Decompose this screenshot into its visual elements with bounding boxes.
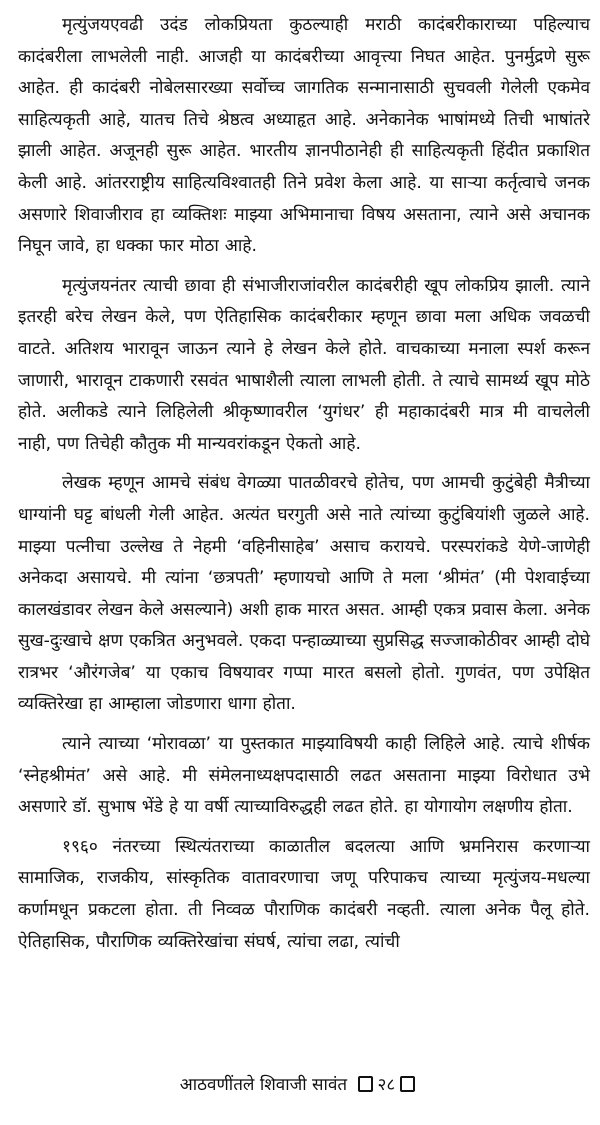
- page-number: २८: [377, 1075, 396, 1095]
- square-box-icon: [400, 1076, 415, 1092]
- paragraph-2: मृत्युंजयनंतर त्याची छावा ही संभाजीराजांवरील कादंबरीही खूप लोकप्रिय झाली. त्याने इतरही बरेच लेखन केले, पण ऐतिहासिक कादंबरीकार म्हणून छावा मला अधिक जवळची वाटते. अतिशय भारावून जाऊन त्याने हे लेखन केले होते. वाचकाच्या मनाला स्पर्श करून जाणारी, भारावून टाकणारी रसवंत भाषाशैली त्याला लाभली होती. ते त्याचे सामर्थ्य खूप मोठे होते. अलीकडे त्याने लिहिलेली श्रीकृष्णावरील ‘युगंधर’ ही महाकादंबरी मात्र मी वाचलेली नाही, पण तिचेही कौतुक मी मान्यवरांकडून ऐकतो आहे.: [18, 275, 591, 454]
- footer-book-title: आठवणींतले शिवाजी सावंत: [179, 1075, 348, 1095]
- paragraph-1: मृत्युंजयएवढी उदंड लोकप्रियता कुठल्याही मराठी कादंबरीकाराच्या पहिल्याच कादंबरीला लाभलेली नाही. आजही या कादंबरीच्या आवृत्त्या निघत आहेत. पुनर्मुद्रणे सुरू आहेत. ही कादंबरी नोबेलसारख्या सर्वोच्च जागतिक सन्मानासाठी सुचवली गेलेली एकमेव साहित्यकृती आहे, यातच तिचे श्रेष्ठत्व अध्याहृत आहे. अनेकानेक भाषांमध्ये तिची भाषांतरे झाली आहेत. अजूनही सुरू आहेत. भारतीय ज्ञानपीठानेही ही साहित्यकृती हिंदीत प्रकाशित केली आहे. आंतरराष्ट्रीय साहित्यविश्वातही तिने प्रवेश केला आहे. या साऱ्या कर्तृत्वाचे जनक असणारे शिवाजीराव हा व्यक्तिशः माझ्या अभिमानाचा विषय असताना, त्याने असे अचानक निघून जावे, हा धक्का फार मोठा आहे.: [18, 15, 590, 257]
- page-body: [18, 10, 590, 966]
- square-box-icon: [358, 1076, 373, 1092]
- page-footer: [0, 1072, 600, 1098]
- paragraph-3: लेखक म्हणून आमचे संबंध वेगळ्या पातळीवरचे होतेच, पण आमची कुटुंबेही मैत्रीच्या धाग्यांनी घट्ट बांधली गेली आहेत. अत्यंत घरगुती असे नाते त्यांच्या कुटुंबियांशी जुळले आहे. माझ्या पत्नीचा उल्लेख ते नेहमी ‘वहिनीसाहेब’ असाच करायचे. परस्परांकडे येणे-जाणेही अनेकदा असायचे. मी त्यांना ‘छत्रपती’ म्हणायचो आणि ते मला ‘श्रीमंत’ (मी पेशवाईच्या कालखंडावर लेखन केले असल्याने) अशी हाक मारत असत. आम्ही एकत्र प्रवास केला. अनेक सुख-दुःखाचे क्षण एकत्रित अनुभवले. एकदा पन्हाळ्याच्या सुप्रसिद्ध सज्जाकोठीवर आम्ही दोघे रात्रभर ‘औरंगजेब’ या एकाच विषयावर गप्पा मारत बसलो होतो. गुणवंत, पण उपेक्षित व्यक्तिरेखा हा आम्हाला जोडणारा धागा होता.: [18, 473, 590, 715]
- paragraph-5: १९६० नंतरच्या स्थित्यंतराच्या काळातील बदलत्या आणि भ्रमनिरास करणाऱ्या सामाजिक, राजकीय, सांस्कृतिक वातावरणाचा जणू परिपाकच त्याच्या मृत्युंजय-मधल्या कर्णामधून प्रकटला होता. ती निव्वळ पौराणिक कादंबरी नव्हती. त्याला अनेक पैलू होते. ऐतिहासिक, पौराणिक व्यक्तिरेखांचा संघर्ष, त्यांचा लढा, त्यांची: [18, 836, 590, 952]
- paragraph-4: त्याने त्याच्या ‘मोरावळा’ या पुस्तकात माझ्याविषयी काही लिहिले आहे. त्याचे शीर्षक ‘स्नेहश्रीमंत’ असे आहे. मी संमेलनाध्यक्षपदासाठी लढत असताना माझ्या विरोधात उभे असणारे डॉ. सुभाष भेंडे हे या वर्षी त्याच्याविरुद्धही लढत होते. हा योगायोग लक्षणीय होता.: [18, 734, 590, 818]
